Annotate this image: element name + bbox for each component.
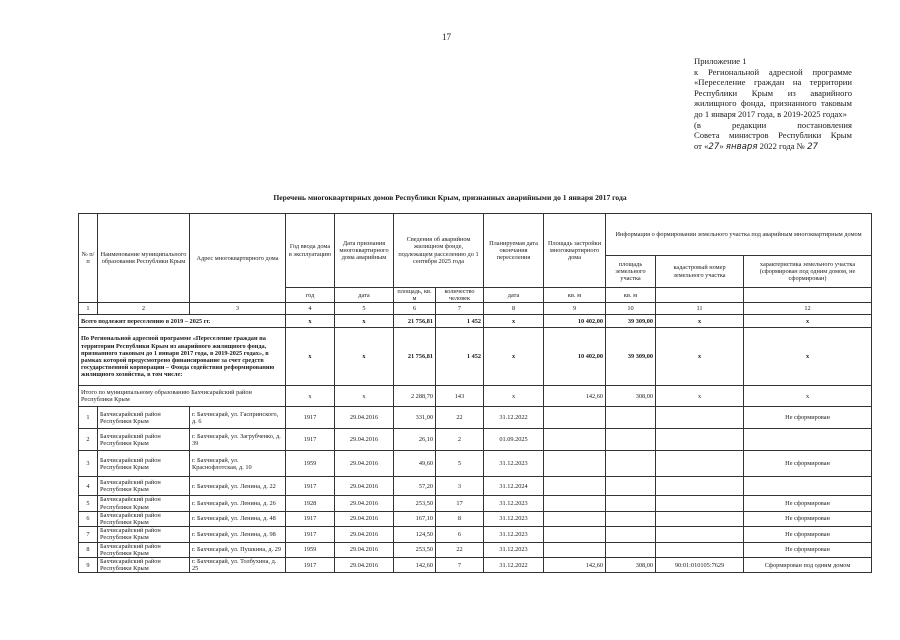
subtotal-planned: x — [484, 386, 544, 407]
row-planned: 31.12.2024 — [484, 477, 544, 496]
row-municipality: Бахчисарайский район Республики Крым — [98, 407, 190, 429]
header-address: Адрес многоквартирного дома — [190, 214, 286, 303]
row-date: 29.04.2016 — [335, 407, 394, 429]
program-date: x — [335, 328, 394, 386]
row-people: 2 — [436, 429, 484, 451]
row-land-area — [606, 477, 656, 496]
row-date: 29.04.2016 — [335, 429, 394, 451]
row-planned: 31.12.2023 — [484, 527, 544, 542]
row-cadastral: 90:01:010105:7629 — [656, 558, 744, 573]
appendix-line: (в редакции постановления — [694, 119, 852, 130]
total-planned: x — [484, 315, 544, 328]
column-number: 7 — [436, 303, 484, 315]
unit-people: количество человек — [436, 288, 484, 303]
house-row — [79, 451, 872, 477]
row-built-area — [544, 477, 606, 496]
subtotal-people: 143 — [436, 386, 484, 407]
unit-date: дата — [335, 288, 394, 303]
row-number: 5 — [79, 496, 98, 511]
row-cadastral — [656, 511, 744, 526]
house-row — [79, 527, 872, 542]
document-title: Перечень многоквартирных домов Республики Крым, признанных аварийными до 1 января 2017 года — [273, 193, 627, 202]
unit-land-sqm: кв. м — [606, 288, 656, 303]
house-row — [79, 407, 872, 429]
row-land-area — [606, 542, 656, 557]
row-land-area — [606, 496, 656, 511]
program-row — [79, 328, 872, 386]
total-built: 10 402,00 — [544, 315, 606, 328]
header-land-area: площадь земельного участка — [606, 256, 656, 288]
row-cadastral — [656, 496, 744, 511]
header-built-area: Площадь застройки многоквартирного дома — [544, 214, 606, 288]
row-date: 29.04.2016 — [335, 451, 394, 477]
total-land: 39 309,00 — [606, 315, 656, 328]
subtotal-status: x — [744, 386, 872, 407]
row-people: 6 — [436, 527, 484, 542]
row-year: 1917 — [286, 558, 335, 573]
row-area: 124,50 — [394, 527, 436, 542]
row-people: 3 — [436, 477, 484, 496]
program-people: 1 452 — [436, 328, 484, 386]
appendix-line: к Региональной адресной программе — [694, 66, 852, 77]
appendix-date-line — [694, 141, 852, 153]
unit-cadastral-empty — [656, 288, 744, 303]
row-address: г. Бахчисарай, ул. Ленина, д. 98 — [190, 527, 286, 542]
unit-planned-date: дата — [484, 288, 544, 303]
row-area: 26,10 — [394, 429, 436, 451]
row-built-area — [544, 496, 606, 511]
row-planned: 31.12.2023 — [484, 542, 544, 557]
house-row — [79, 429, 872, 451]
header-info: Сведения об аварийном жилищном фонде, подлежащем расселению до 1 сентября 2025 года — [394, 214, 484, 288]
row-planned: 31.12.2022 — [484, 558, 544, 573]
row-cadastral — [656, 542, 744, 557]
row-address: г. Бахчисарай, ул. Ленина, д. 22 — [190, 477, 286, 496]
row-number: 7 — [79, 527, 98, 542]
subtotal-land: 308,00 — [606, 386, 656, 407]
row-number: 6 — [79, 511, 98, 526]
row-municipality: Бахчисарайский район Республики Крым — [98, 511, 190, 526]
row-municipality: Бахчисарайский район Республики Крым — [98, 496, 190, 511]
subtotal-label: Итого по муниципальному образованию Бахчисарайский район Республики Крым — [79, 386, 286, 407]
row-date: 29.04.2016 — [335, 558, 394, 573]
house-row — [79, 542, 872, 557]
unit-characteristics-empty — [744, 288, 872, 303]
row-year: 1959 — [286, 542, 335, 557]
column-number: 11 — [656, 303, 744, 315]
total-cadastral: x — [656, 315, 744, 328]
unit-year: год — [286, 288, 335, 303]
row-cadastral — [656, 451, 744, 477]
header-characteristics: характеристика земельного участка (сформирован под одним домом, не сформирован) — [744, 256, 872, 288]
header-date-emergency: Дата признания многоквартирного дома аварийным — [335, 214, 394, 288]
date-number-handwritten: 27 — [807, 141, 818, 152]
program-label: По Региональной адресной программе «Переселение граждан на территории Республики Крым из аварийного жилищного фонда, признанного таковым до 1 января 2017 года, в 2019-2025 годах», в рамках которой предусмотрено финансирование за счет средств государственной корпорации – Фонда содействия реформированию жилищного хозяйства, в том числе: — [79, 328, 286, 386]
row-number: 1 — [79, 407, 98, 429]
total-status: x — [744, 315, 872, 328]
house-row — [79, 496, 872, 511]
subtotal-area: 2 288,70 — [394, 386, 436, 407]
unit-area: площадь, кв. м — [394, 288, 436, 303]
row-area: 331,00 — [394, 407, 436, 429]
row-address: г. Бахчисарай, ул. Толбухина, д. 25 — [190, 558, 286, 573]
row-number: 2 — [79, 429, 98, 451]
appendix-block — [694, 56, 852, 152]
date-year: 2022 года № — [757, 140, 808, 151]
program-status: x — [744, 328, 872, 386]
house-row — [79, 477, 872, 496]
row-number: 3 — [79, 451, 98, 477]
row-people: 17 — [436, 496, 484, 511]
subtotal-row — [79, 386, 872, 407]
total-area: 21 756,81 — [394, 315, 436, 328]
appendix-line: жилищного фонда, признанного таковым — [694, 98, 852, 109]
row-status: Не сформирован — [744, 511, 872, 526]
date-month-handwritten: января — [725, 141, 758, 152]
column-number: 1 — [79, 303, 98, 315]
row-land-area — [606, 527, 656, 542]
total-label: Всего подлежит переселению в 2019 – 2025 гг. — [79, 315, 286, 328]
row-year: 1928 — [286, 496, 335, 511]
row-cadastral — [656, 477, 744, 496]
row-land-area: 308,00 — [606, 558, 656, 573]
header-planned: Планируемая дата окончания переселения — [484, 214, 544, 288]
appendix-line: до 1 января 2017 года, в 2019-2025 годах» — [694, 108, 847, 119]
row-cadastral — [656, 407, 744, 429]
total-row — [79, 315, 872, 328]
header-cadastral: кадастровый номер земельного участка — [656, 256, 744, 288]
row-municipality: Бахчисарайский район Республики Крым — [98, 429, 190, 451]
row-date: 29.04.2016 — [335, 496, 394, 511]
row-date: 29.04.2016 — [335, 477, 394, 496]
row-year: 1917 — [286, 527, 335, 542]
row-cadastral — [656, 429, 744, 451]
row-status: Сформирован под одним домом — [744, 558, 872, 573]
appendix-line: Приложение 1 — [694, 56, 747, 66]
program-year: x — [286, 328, 335, 386]
program-land: 39 309,00 — [606, 328, 656, 386]
row-number: 4 — [79, 477, 98, 496]
row-planned: 31.12.2023 — [484, 511, 544, 526]
header-num: № п/п — [79, 214, 98, 303]
row-address: г. Бахчисарай, ул. Загрубченко, д. 39 — [190, 429, 286, 451]
house-row — [79, 558, 872, 573]
column-number: 3 — [190, 303, 286, 315]
row-year: 1959 — [286, 451, 335, 477]
row-built-area: 142,60 — [544, 558, 606, 573]
row-area: 49,60 — [394, 451, 436, 477]
row-municipality: Бахчисарайский район Республики Крым — [98, 558, 190, 573]
house-row — [79, 511, 872, 526]
row-area: 57,20 — [394, 477, 436, 496]
row-year: 1917 — [286, 407, 335, 429]
subtotal-date: x — [335, 386, 394, 407]
row-area: 167,10 — [394, 511, 436, 526]
header-year: Год ввода дома в эксплуатацию — [286, 214, 335, 288]
row-date: 29.04.2016 — [335, 511, 394, 526]
row-year: 1917 — [286, 477, 335, 496]
row-built-area — [544, 451, 606, 477]
housing-table — [78, 213, 872, 573]
row-municipality: Бахчисарайский район Республики Крым — [98, 542, 190, 557]
row-planned: 01.09.2025 — [484, 429, 544, 451]
subtotal-built: 142,60 — [544, 386, 606, 407]
program-built: 10 402,00 — [544, 328, 606, 386]
row-status: Не сформирован — [744, 496, 872, 511]
row-year: 1917 — [286, 429, 335, 451]
row-planned: 31.12.2022 — [484, 407, 544, 429]
row-address: г. Бахчисарай, ул. Ленина, д. 26 — [190, 496, 286, 511]
row-people: 7 — [436, 558, 484, 573]
column-number: 6 — [394, 303, 436, 315]
row-people: 8 — [436, 511, 484, 526]
program-cadastral: x — [656, 328, 744, 386]
column-number: 9 — [544, 303, 606, 315]
column-number: 12 — [744, 303, 872, 315]
row-number: 9 — [79, 558, 98, 573]
row-people: 22 — [436, 407, 484, 429]
total-people: 1 452 — [436, 315, 484, 328]
date-mid: » — [719, 140, 726, 151]
column-number: 5 — [335, 303, 394, 315]
subtotal-cadastral: x — [656, 386, 744, 407]
page-number: 17 — [442, 32, 451, 42]
date-day-handwritten: 27 — [708, 141, 720, 152]
row-built-area — [544, 407, 606, 429]
program-area: 21 756,81 — [394, 328, 436, 386]
row-date: 29.04.2016 — [335, 527, 394, 542]
appendix-line: Совета министров Республики Крым — [694, 130, 852, 141]
row-address: г. Бахчисарай, ул. Пушкина, д. 29 — [190, 542, 286, 557]
column-number: 2 — [98, 303, 190, 315]
row-status: Не сформирован — [744, 527, 872, 542]
row-status: Не сформирован — [744, 451, 872, 477]
row-people: 22 — [436, 542, 484, 557]
row-land-area — [606, 451, 656, 477]
row-municipality: Бахчисарайский район Республики Крым — [98, 527, 190, 542]
row-address: г. Бахчисарай, ул. Гаспринского, д. 6 — [190, 407, 286, 429]
row-municipality: Бахчисарайский район Республики Крым — [98, 451, 190, 477]
row-year: 1917 — [286, 511, 335, 526]
row-land-area — [606, 407, 656, 429]
row-planned: 31.12.2023 — [484, 496, 544, 511]
row-area: 253,50 — [394, 496, 436, 511]
row-address: г. Бахчисарай, ул. Краснофлотская, д. 10 — [190, 451, 286, 477]
row-date: 29.04.2016 — [335, 542, 394, 557]
row-built-area — [544, 429, 606, 451]
row-area: 142,60 — [394, 558, 436, 573]
date-prefix: от « — [694, 140, 709, 151]
row-status: Не сформирован — [744, 542, 872, 557]
row-address: г. Бахчисарай, ул. Ленина, д. 48 — [190, 511, 286, 526]
appendix-line: «Переселение граждан на территории — [694, 77, 852, 88]
header-municipality: Наименование муниципального образования Республики Крым — [98, 214, 190, 303]
row-land-area — [606, 429, 656, 451]
column-number: 4 — [286, 303, 335, 315]
row-built-area — [544, 511, 606, 526]
unit-built-sqm: кв. м — [544, 288, 606, 303]
row-cadastral — [656, 527, 744, 542]
program-planned: x — [484, 328, 544, 386]
row-status — [744, 429, 872, 451]
column-number: 10 — [606, 303, 656, 315]
row-land-area — [606, 511, 656, 526]
row-status: Не сформирован — [744, 407, 872, 429]
row-built-area — [544, 542, 606, 557]
row-built-area — [544, 527, 606, 542]
header-land: Информация о формировании земельного участка под аварийным многоквартирным домом — [606, 214, 872, 256]
row-municipality: Бахчисарайский район Республики Крым — [98, 477, 190, 496]
row-status — [744, 477, 872, 496]
total-year: x — [286, 315, 335, 328]
appendix-line: Республики Крым из аварийного — [694, 87, 852, 98]
row-people: 5 — [436, 451, 484, 477]
subtotal-year: x — [286, 386, 335, 407]
row-area: 253,50 — [394, 542, 436, 557]
column-number: 8 — [484, 303, 544, 315]
total-date: x — [335, 315, 394, 328]
row-planned: 31.12.2023 — [484, 451, 544, 477]
row-number: 8 — [79, 542, 98, 557]
